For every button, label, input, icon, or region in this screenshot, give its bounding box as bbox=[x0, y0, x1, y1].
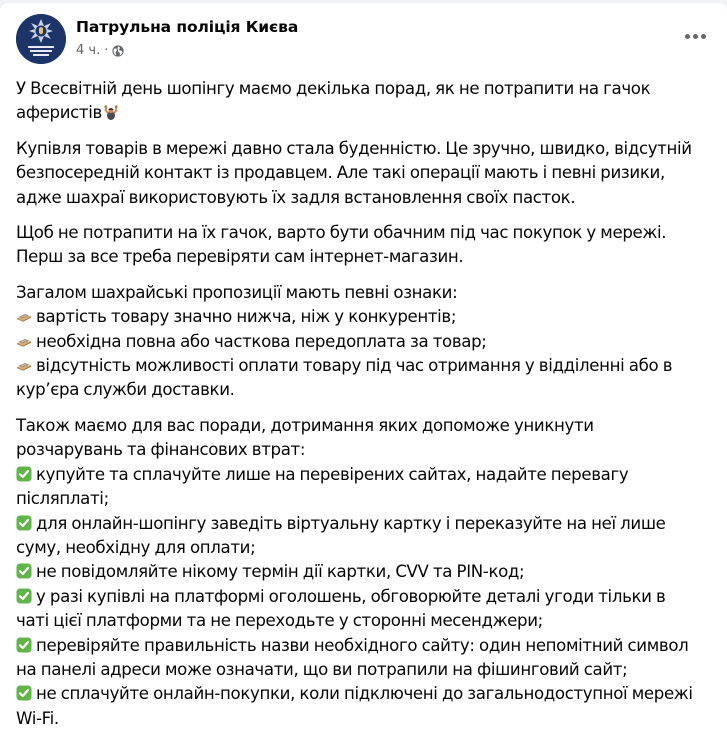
list-item-text: необхідна повна або часткова передоплата за товар; bbox=[36, 331, 487, 351]
list-item-text: у разі купівлі на платформі оголошень, обговорюйте деталі угоди тільки в bbox=[36, 586, 666, 606]
check-mark-button-icon bbox=[16, 685, 32, 701]
text-line: У Всесвітній день шопінгу маємо декілька порад, як не потрапити на гачок bbox=[16, 79, 651, 98]
flexing-person-emoji-icon bbox=[103, 104, 119, 120]
list-item-continuation: на панелі адреси може означати, що ви потрапили на фішинговий сайт; bbox=[16, 659, 628, 679]
post-meta bbox=[76, 43, 124, 58]
more-horizontal-icon-dot bbox=[685, 34, 690, 39]
list-item-text: купуйте та сплачуйте лише на перевірених сайтах, надайте перевагу bbox=[36, 464, 629, 484]
list-item bbox=[16, 305, 716, 329]
check-mark-button-icon bbox=[16, 637, 32, 653]
post-body bbox=[16, 77, 716, 742]
list-intro: Загалом шахрайські пропозиції мають певні ознаки: bbox=[16, 282, 458, 302]
avatar[interactable] bbox=[16, 14, 66, 64]
list-item-text: не сплачуйте онлайн-покупки, коли підключені до загальнодоступної мережі bbox=[36, 684, 693, 704]
list-item-text: не повідомляйте нікому термін дії картки, CVV та PIN-код; bbox=[36, 562, 525, 582]
mouse-trap-icon bbox=[16, 308, 32, 324]
check-mark-button-icon bbox=[16, 515, 32, 531]
list-item bbox=[16, 585, 716, 609]
post-paragraph bbox=[16, 221, 716, 270]
tips-list bbox=[16, 414, 716, 731]
meta-separator: · bbox=[104, 43, 109, 58]
list-item bbox=[16, 560, 716, 584]
list-item bbox=[16, 463, 716, 487]
text-line: Перш за все треба перевіряти сам інтернет-магазин. bbox=[16, 247, 464, 267]
check-mark-button-icon bbox=[16, 466, 32, 482]
list-item bbox=[16, 354, 716, 378]
globe-icon[interactable] bbox=[112, 45, 124, 57]
post-card bbox=[0, 3, 727, 747]
text-line-with-emoji bbox=[16, 101, 716, 125]
post-paragraph bbox=[16, 137, 716, 210]
text-line: Купівля товарів в мережі давно стала буденністю. Це зручно, швидко, відсутній bbox=[16, 138, 692, 158]
post-paragraph bbox=[16, 77, 716, 126]
mouse-trap-icon bbox=[16, 333, 32, 349]
check-mark-button-icon bbox=[16, 563, 32, 579]
list-item bbox=[16, 634, 716, 658]
list-intro: розчарувань та фінансових втрат: bbox=[16, 440, 306, 460]
list-item-text: перевіряйте правильність назви необхідного сайту: один непомітний символ bbox=[36, 635, 689, 655]
list-item-continuation: суму, необхідну для оплати; bbox=[16, 537, 256, 557]
post-time[interactable]: 4 ч. bbox=[76, 43, 101, 58]
more-options-button[interactable] bbox=[681, 26, 709, 46]
list-intro: Також маємо для вас поради, дотримання яких допоможе уникнути bbox=[16, 415, 594, 435]
text-line: адже шахраї використовують їх задля встановлення своїх пасток. bbox=[16, 187, 576, 207]
warning-signs-list bbox=[16, 281, 716, 403]
check-mark-button-icon bbox=[16, 588, 32, 604]
text-line: безпосередній контакт із продавцем. Але такі операції мають і певні ризики, bbox=[16, 163, 665, 183]
text-segment: аферистів bbox=[16, 103, 102, 123]
list-item-text: відсутність можливості оплати товару під час отримання у відділенні або в bbox=[36, 356, 673, 376]
list-item-continuation: кур’єра служби доставки. bbox=[16, 380, 235, 400]
mouse-trap-icon bbox=[16, 357, 32, 373]
list-item-text: для онлайн-шопінгу заведіть віртуальну картку і переказуйте на неї лише bbox=[36, 513, 666, 533]
police-badge-icon bbox=[16, 14, 66, 64]
author-name[interactable]: Патрульна поліція Києва bbox=[76, 18, 299, 36]
list-item-text: вартість товару значно нижча, ніж у конкурентів; bbox=[36, 307, 457, 327]
list-item bbox=[16, 330, 716, 354]
list-item-continuation: чаті цієї платформи та не переходьте у сторонні месенджери; bbox=[16, 611, 543, 631]
list-item bbox=[16, 682, 716, 706]
post-header bbox=[16, 14, 711, 64]
list-item bbox=[16, 512, 716, 536]
text-line: Щоб не потрапити на їх гачок, варто бути обачним під час покупок у мережі. bbox=[16, 223, 667, 243]
list-item-continuation: Wi-Fi. bbox=[16, 708, 59, 728]
list-item-continuation: післяплаті; bbox=[16, 489, 109, 509]
more-horizontal-icon-dot bbox=[701, 34, 706, 39]
more-horizontal-icon-dot bbox=[693, 34, 698, 39]
